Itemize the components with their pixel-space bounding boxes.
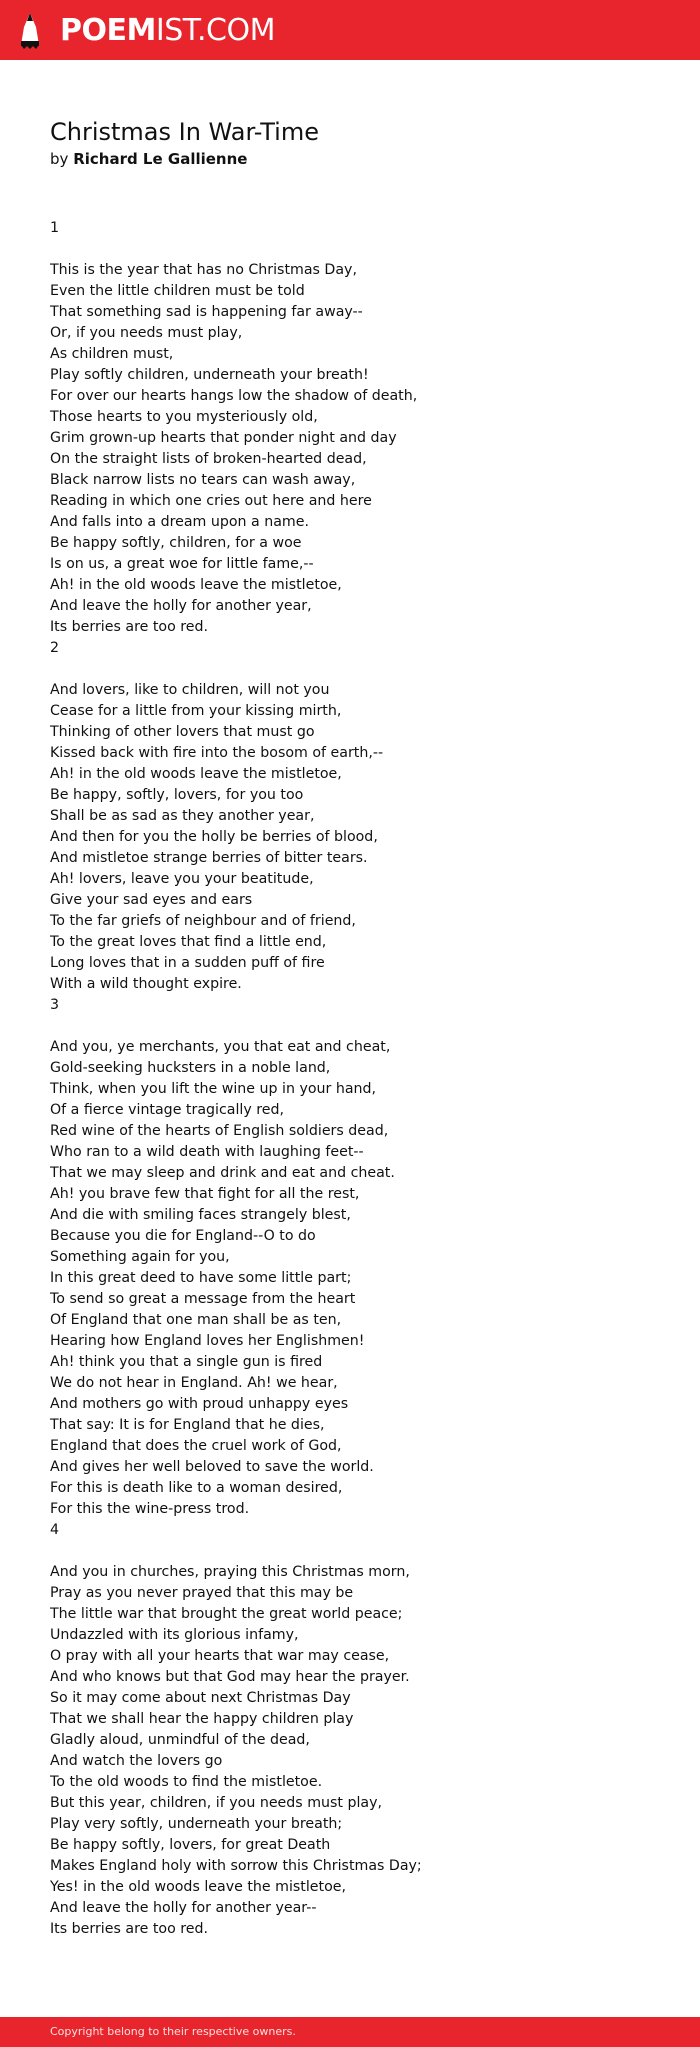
poem-line: On the straight lists of broken-hearted dead,	[50, 451, 367, 467]
poem-byline	[50, 148, 650, 170]
copyright-notice: Copyright belong to their respective owners.	[50, 2025, 296, 2038]
poem-line: Its berries are too red.	[50, 619, 209, 635]
poem-line: To the far griefs of neighbour and of friend,	[50, 913, 356, 929]
poem-line: But this year, children, if you needs must play,	[50, 1795, 383, 1811]
pencil-nib-logo-icon	[16, 11, 44, 51]
poem-line: Ah! in the old woods leave the mistletoe,	[50, 577, 342, 593]
poem-line: Think, when you lift the wine up in your hand,	[50, 1081, 377, 1097]
poem-line: In this great deed to have some little part;	[50, 1270, 352, 1286]
poem-line: So it may come about next Christmas Day	[50, 1690, 351, 1706]
poem-title-block	[50, 116, 650, 170]
poem-line: And die with smiling faces strangely blest,	[50, 1207, 351, 1223]
poem-line: Gladly aloud, unmindful of the dead,	[50, 1732, 310, 1748]
stanza-spacer	[50, 239, 670, 260]
poem-line: We do not hear in England. Ah! we hear,	[50, 1375, 338, 1391]
poem-line: And falls into a dream upon a name.	[50, 514, 309, 530]
poem-line: Who ran to a wild death with laughing feet--	[50, 1144, 364, 1160]
poem-line: To send so great a message from the heart	[50, 1291, 356, 1307]
poem-line: Undazzled with its glorious infamy,	[50, 1627, 299, 1643]
poem-line: With a wild thought expire.	[50, 976, 242, 992]
poem-line: Hearing how England loves her Englishmen!	[50, 1333, 365, 1349]
poem-line: Yes! in the old woods leave the mistletoe,	[50, 1879, 347, 1895]
poem-section	[50, 638, 670, 995]
poem-line: And who knows but that God may hear the prayer.	[50, 1669, 410, 1685]
poem-line: That something sad is happening far away--	[50, 304, 363, 320]
stanza-spacer	[50, 659, 670, 680]
poem-line: And lovers, like to children, will not you	[50, 682, 330, 698]
poem-line: Reading in which one cries out here and here	[50, 493, 372, 509]
poem-line: Cease for a little from your kissing mirth,	[50, 703, 342, 719]
poem-line: Ah! think you that a single gun is fired	[50, 1354, 323, 1370]
poem-line: As children must,	[50, 346, 174, 362]
poem-line: Those hearts to you mysteriously old,	[50, 409, 318, 425]
poem-line: O pray with all your hearts that war may cease,	[50, 1648, 390, 1664]
section-number: 1	[50, 220, 60, 236]
poem-line: Be happy softly, lovers, for great Death	[50, 1837, 331, 1853]
poem-line: Gold-seeking hucksters in a noble land,	[50, 1060, 331, 1076]
poem-line: Ah! you brave few that fight for all the rest,	[50, 1186, 360, 1202]
poem-line: And you in churches, praying this Christmas morn,	[50, 1564, 410, 1580]
poem-line: That we may sleep and drink and eat and cheat.	[50, 1165, 395, 1181]
by-label: by	[50, 150, 69, 168]
poem-section	[50, 995, 670, 1520]
poem-line: Black narrow lists no tears can wash away,	[50, 472, 356, 488]
poem-line: Red wine of the hearts of English soldiers dead,	[50, 1123, 389, 1139]
site-logo[interactable]	[16, 11, 275, 51]
section-number: 4	[50, 1522, 60, 1538]
section-number: 3	[50, 997, 60, 1013]
poem-line: Play softly children, underneath your breath!	[50, 367, 369, 383]
poem-line: For this the wine-press trod.	[50, 1501, 250, 1517]
poem-line: For this is death like to a woman desired,	[50, 1480, 343, 1496]
poem-section	[50, 218, 670, 638]
poem-line: Ah! lovers, leave you your beatitude,	[50, 871, 314, 887]
poem-section	[50, 1520, 670, 1940]
poem-line: Of a fierce vintage tragically red,	[50, 1102, 285, 1118]
poem-line: Its berries are too red.	[50, 1921, 209, 1937]
poem-line: And leave the holly for another year,	[50, 598, 312, 614]
poem-line: Pray as you never prayed that this may be	[50, 1585, 354, 1601]
logo-wordmark-bold: POEM	[60, 13, 156, 48]
poem-line: Of England that one man shall be as ten,	[50, 1312, 342, 1328]
poem-line: Even the little children must be told	[50, 283, 305, 299]
poem-body	[50, 218, 670, 1940]
poem-line: This is the year that has no Christmas Day,	[50, 262, 357, 278]
poem-line: Long loves that in a sudden puff of fire	[50, 955, 325, 971]
logo-wordmark-light: IST.COM	[155, 13, 275, 48]
poem-line: And you, ye merchants, you that eat and cheat,	[50, 1039, 391, 1055]
poem-line: To the great loves that find a little end,	[50, 934, 327, 950]
poem-line: England that does the cruel work of God,	[50, 1438, 342, 1454]
poem-line: That say: It is for England that he dies,	[50, 1417, 325, 1433]
poem-line: Thinking of other lovers that must go	[50, 724, 315, 740]
poem-line: The little war that brought the great world peace;	[50, 1606, 403, 1622]
poem-line: And watch the lovers go	[50, 1753, 223, 1769]
poem-line: Be happy softly, children, for a woe	[50, 535, 302, 551]
site-header	[0, 0, 700, 60]
poem-line: Is on us, a great woe for little fame,--	[50, 556, 314, 572]
poem-line: And gives her well beloved to save the world.	[50, 1459, 374, 1475]
poem-line: Makes England holy with sorrow this Christmas Day;	[50, 1858, 422, 1874]
poem-author: Richard Le Gallienne	[73, 150, 248, 168]
poem-line: That we shall hear the happy children play	[50, 1711, 354, 1727]
poem-line: And leave the holly for another year--	[50, 1900, 317, 1916]
poem-line: Be happy, softly, lovers, for you too	[50, 787, 304, 803]
poem-line: And then for you the holly be berries of blood,	[50, 829, 378, 845]
poem-line: Because you die for England--O to do	[50, 1228, 316, 1244]
poem-line: Play very softly, underneath your breath;	[50, 1816, 343, 1832]
poem-line: Something again for you,	[50, 1249, 230, 1265]
poem-title: Christmas In War-Time	[50, 118, 319, 146]
poem-line: And mistletoe strange berries of bitter tears.	[50, 850, 368, 866]
poem-line: Ah! in the old woods leave the mistletoe,	[50, 766, 342, 782]
section-number: 2	[50, 640, 60, 656]
poem-line: Give your sad eyes and ears	[50, 892, 253, 908]
logo-wordmark	[60, 11, 275, 51]
poem-line: For over our hearts hangs low the shadow of death,	[50, 388, 418, 404]
site-footer	[0, 2017, 700, 2047]
stanza-spacer	[50, 1541, 670, 1562]
poem-line: To the old woods to find the mistletoe.	[50, 1774, 323, 1790]
poem-line: Grim grown-up hearts that ponder night and day	[50, 430, 397, 446]
stanza-spacer	[50, 1016, 670, 1037]
poem-line: And mothers go with proud unhappy eyes	[50, 1396, 349, 1412]
poem-line: Kissed back with fire into the bosom of earth,--	[50, 745, 384, 761]
poem-line: Shall be as sad as they another year,	[50, 808, 315, 824]
poem-line: Or, if you needs must play,	[50, 325, 243, 341]
